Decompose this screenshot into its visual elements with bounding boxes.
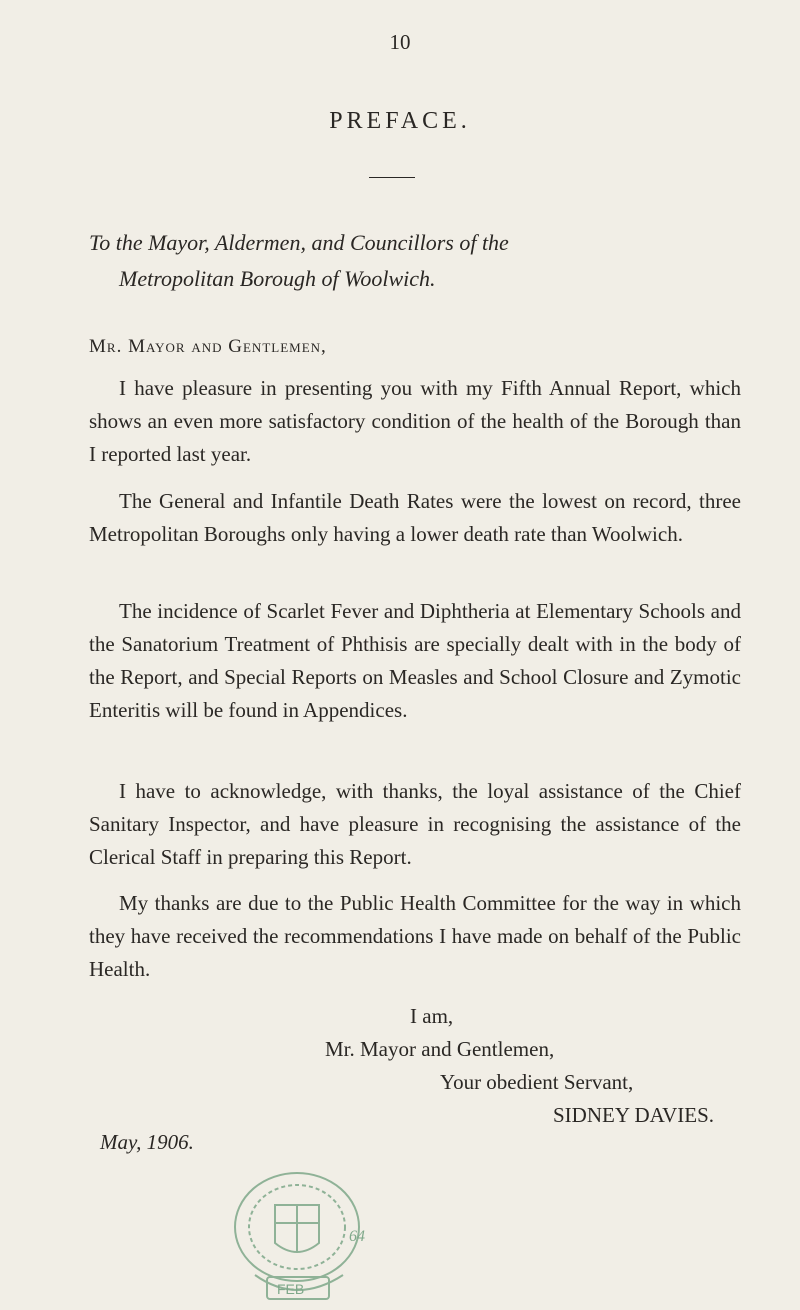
address-block xyxy=(89,225,749,297)
stamp-month: FEB xyxy=(277,1281,305,1297)
page-number: 10 xyxy=(389,30,411,54)
paragraph: My thanks are due to the Public Health Committee for the way in which they have received the recommendations I have made on behalf of the Public Health. xyxy=(89,891,741,981)
salutation: Mr. Mayor and Gentlemen, xyxy=(89,336,327,357)
paragraph: The General and Infantile Death Rates were the lowest on record, three Metropolitan Boroughs only having a lower death rate than Woolwich. xyxy=(89,489,741,546)
signature: SIDNEY DAVIES. xyxy=(553,1103,715,1127)
page-title: PREFACE. xyxy=(329,108,471,134)
date: May, 1906. xyxy=(100,1130,194,1154)
address-line-1: To the Mayor, Aldermen, and Councillors of the xyxy=(89,230,509,255)
stamp-number: 64 xyxy=(349,1228,365,1245)
paragraph: The incidence of Scarlet Fever and Diphtheria at Elementary Schools and the Sanatorium Treatment of Phthisis are specially dealt with in the body of the Report, and Special Reports on Measles and School Closure and Zymotic Enteritis will be found in Appendices. xyxy=(89,599,741,722)
paragraph: I have to acknowledge, with thanks, the loyal assistance of the Chief Sanitary Inspector, and have pleasure in recognising the assistance of the Clerical Staff in preparing this Report. xyxy=(89,779,741,869)
address-line-2: Metropolitan Borough of Woolwich. xyxy=(119,266,436,291)
closing-line: Your obedient Servant, xyxy=(440,1070,634,1094)
closing-line: I am, xyxy=(410,1004,454,1028)
divider xyxy=(369,177,415,178)
closing-line: Mr. Mayor and Gentlemen, xyxy=(325,1037,555,1061)
paragraph: I have pleasure in presenting you with my Fifth Annual Report, which shows an even more satisfactory condition of the health of the Borough than I reported last year. xyxy=(89,376,741,466)
library-stamp-icon xyxy=(225,1165,375,1305)
